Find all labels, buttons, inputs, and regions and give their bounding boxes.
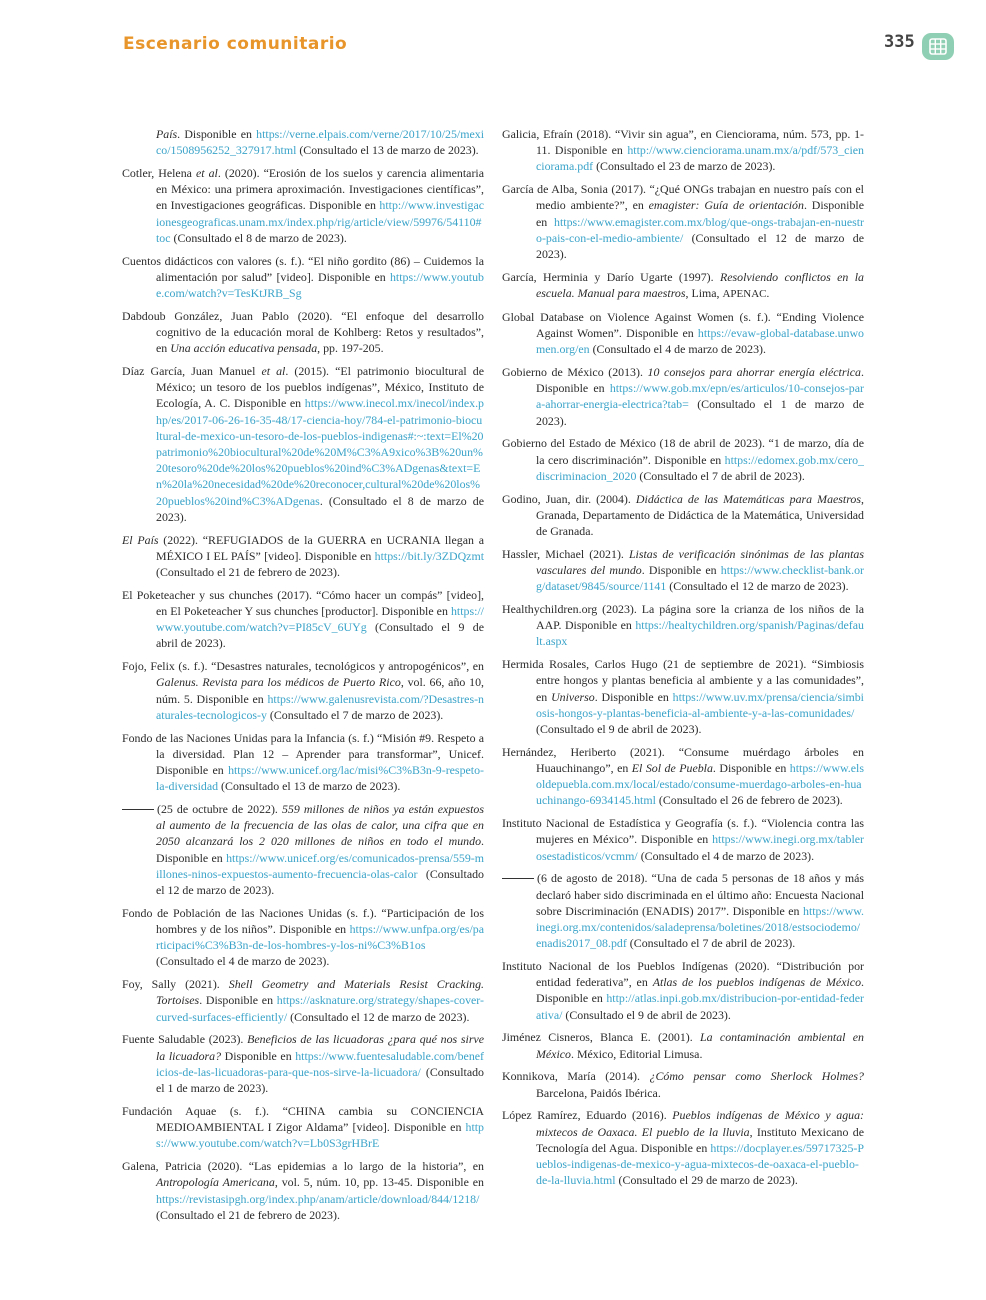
reference-entry	[502, 958, 864, 1023]
reference-entry	[502, 181, 864, 262]
repeat-author-dash	[502, 878, 534, 879]
reference-text: (6 de agosto de 2018). “Una de cada 5 personas de 18 años y más declaró haber sido discriminada en el último año: Encuesta Nacional sobre Discriminación (ENADIS) 2017”. Disponible en	[536, 871, 864, 918]
reference-consulted: (Consultado el 26 de febrero de 2023).	[655, 793, 843, 808]
reference-title: 10 consejos para ahorrar energía eléctrica	[647, 365, 862, 380]
reference-link[interactable]: https://www.checklist-bank.org/dataset/9845/source/1141	[536, 563, 864, 594]
reference-text: , pp. 197-205.	[317, 341, 384, 356]
reference-entry	[122, 165, 484, 246]
reference-link[interactable]: https://www.inegi.org.mx/contenidos/saladeprensa/boletines/2018/estsociodemo/enadis2017_08.pdf	[536, 903, 864, 951]
reference-consulted: (Consultado el 7 de abril de 2023).	[636, 468, 805, 483]
reference-text: Cuentos didácticos con valores (s. f.). “El niño gordito (86) – Cuidemos la alimentación por salud” [video]. Disponible en	[122, 253, 484, 284]
reference-consulted: (Consultado el 4 de marzo de 2023).	[637, 848, 815, 863]
reference-entry	[122, 1103, 484, 1152]
reference-entry	[122, 905, 484, 970]
reference-link[interactable]: https://www.unicef.org/lac/misi%C3%B3n-9-respeto-la-diversidad	[156, 763, 484, 794]
reference-text: (2022). “REFUGIADOS de la GUERRA en UCRANIA llegan a MÉXICO I EL PAÍS” [video]. Disponible en	[156, 532, 484, 563]
reference-title: et al	[195, 166, 218, 180]
repeat-author-dash	[122, 809, 154, 810]
reference-text: Gobierno de México (2013).	[502, 365, 648, 380]
reference-text: Konnikova, María (2014).	[502, 1069, 650, 1084]
reference-entry	[502, 126, 864, 175]
reference-consulted: (Consultado el 7 de marzo de 2023).	[266, 707, 444, 722]
reference-link[interactable]: https://www.galenusrevista.com/?Desastres-naturales-tecnologicos-y	[156, 691, 484, 722]
reference-consulted: (Consultado el 12 de marzo de 2023).	[666, 579, 849, 594]
reference-title: Atlas de los pueblos indígenas de México	[652, 975, 862, 990]
reference-link[interactable]: https://www.unicef.org/es/comunicados-prensa/559-millones-ninos-expuestos-aumento-frecuencia-olas-calor	[156, 850, 484, 881]
reference-text: Fondo de Población de las Naciones Unidas (s. f.). “Participación de los hombres y de los niños”. Disponible en	[122, 905, 484, 937]
reference-entry	[502, 656, 864, 737]
reference-entry	[122, 658, 484, 723]
reference-text: García, Herminia y Darío Ugarte (1997).	[502, 269, 720, 284]
reference-entry	[502, 815, 864, 864]
reference-text: . (2015). “El patrimonio biocultural de México; un tesoro de los pueblos indígenas”, México, Instituto de Ecología, A. C. Disponible en	[156, 364, 484, 411]
reference-entry	[122, 730, 484, 795]
reference-consulted: (Consultado el 9 de abril de 2023).	[562, 1007, 731, 1022]
reference-consulted: (Consultado el 4 de marzo de 2023).	[589, 342, 766, 357]
reference-consulted: (Consultado el 21 de febrero de 2023).	[156, 1207, 340, 1222]
reference-link[interactable]: https://evaw-global-database.unwomen.org/en	[536, 326, 864, 357]
reference-text: Díaz García, Juan Manuel	[122, 364, 262, 379]
reference-text: , vol. 5, núm. 10, pp. 13-45. Disponible en	[274, 1175, 484, 1190]
reference-title: Universo	[551, 689, 595, 704]
reference-text: Godino, Juan, dir. (2004).	[502, 491, 636, 506]
reference-link[interactable]: https://www.unfpa.org/es/participaci%C3%B3n-de-los-hombres-y-los-ni%C3%B1os	[156, 922, 484, 953]
reference-link[interactable]: https://www.emagister.com.mx/blog/que-ongs-trabajan-en-nuestro-pais-con-el-medio-ambiente/	[536, 214, 864, 245]
reference-title: Didáctica de las Matemáticas para Maestros	[635, 491, 861, 506]
reference-link[interactable]: https://healtychildren.org/spanish/Paginas/default.aspx	[536, 618, 864, 649]
reference-link[interactable]: https://www.youtube.com/watch?v=TesKtJRB_Sg	[156, 269, 484, 301]
reference-text: García de Alba, Sonia (2017). “¿Qué ONGs trabajan en nuestro país con el medio ambiente?”, en	[502, 182, 864, 213]
reference-text: Hassler, Michael (2021).	[502, 546, 629, 561]
reference-link[interactable]: https://www.gob.mx/epn/es/articulos/10-consejos-para-ahorrar-energia-electrica?tab=	[536, 381, 864, 412]
reference-link[interactable]: https://www.youtube.com/watch?v=PI85cV_6UYg	[156, 604, 484, 635]
reference-text: López Ramírez, Eduardo (2016).	[502, 1108, 673, 1123]
reference-text: Barcelona, Paidós Ibérica.	[536, 1085, 661, 1100]
reference-link[interactable]: https://asknature.org/strategy/shapes-cover-curved-surfaces-efficiently/	[156, 993, 484, 1024]
reference-consulted: (Consultado el 23 de marzo de 2023).	[593, 159, 776, 174]
reference-consulted: (Consultado el 9 de abril de 2023).	[536, 722, 702, 737]
reference-link[interactable]: https://www.fuentesaludable.com/beneficios-de-las-licuadoras-para-que-nos-sirve-la-licuadora/	[156, 1048, 484, 1079]
reference-text: , Instituto Mexicano de Tecnología del Agua. Disponible en	[536, 1124, 864, 1155]
reference-title: emagister: Guía de orientación	[648, 198, 804, 213]
reference-consulted: (Consultado el 9 de abril de 2023).	[156, 620, 484, 651]
reference-text: . Disponible en	[199, 993, 277, 1008]
reference-text: . México, Editorial Limusa.	[571, 1046, 703, 1061]
reference-title: Listas de verificación sinónimas de las plantas vasculares del mundo	[536, 546, 864, 578]
reference-entry	[122, 1158, 484, 1223]
reference-title: Antropología Americana	[156, 1175, 275, 1190]
reference-title: Resolviendo conflictos en la escuela. Manual para maestros	[536, 269, 864, 301]
reference-consulted: (Consultado el 1 de marzo de 2023).	[536, 397, 864, 428]
reference-text: Global Database on Violence Against Women (s. f.). “Ending Violence Against Women”. Disponible en	[502, 309, 864, 341]
reference-link[interactable]: https://www.elsoldepuebla.com.mx/local/estado/consume-muerdago-arboles-en-huauchinango-6934145.html	[536, 761, 864, 808]
reference-consulted: (Consultado el 7 de abril de 2023).	[626, 936, 796, 951]
reference-text: . (2020). “Erosión de los suelos y carencia alimentaria en México: una primera aproximación. Investigaciones científicas”, en Investigaciones geográficas. Disponible en	[156, 166, 484, 213]
reference-entry	[122, 1031, 484, 1096]
reference-entry	[122, 532, 484, 581]
reference-consulted: (Consultado el 8 de marzo de 2023).	[170, 230, 347, 245]
reference-text: El Poketeacher y sus chunches (2017). “Cómo hacer un compás” [video], en El Poketeacher Y sus chunches [productor]. Disponible en	[122, 587, 484, 619]
reference-title: País	[156, 127, 178, 141]
reference-link[interactable]: http://www.investigacionesgeograficas.unam.mx/index.php/rig/article/view/59976/54110#toc	[156, 198, 484, 245]
reference-consulted: (Consultado el 21 de febrero de 2023).	[156, 565, 340, 580]
reference-entry	[122, 976, 484, 1025]
reference-entry	[122, 253, 484, 302]
reference-text: , Granada, Departamento de Didáctica de la Matemática, Universidad de Granada.	[536, 491, 864, 539]
reference-link[interactable]: https://revistasipgh.org/index.php/anam/article/download/844/1218/	[156, 1191, 480, 1206]
reference-text: . Disponible en	[536, 365, 864, 396]
reference-link[interactable]: http://atlas.inpi.gob.mx/distribucion-por-entidad-federativa/	[536, 991, 864, 1022]
reference-link[interactable]: https://verne.elpais.com/verne/2017/10/25/mexico/1508956252_327917.html	[156, 127, 484, 158]
reference-title: Galenus. Revista para los médicos de Puerto Rico	[156, 675, 401, 690]
reference-entry	[122, 363, 484, 525]
reference-text: Gobierno del Estado de México (18 de abril de 2023). “1 de marzo, día de la cero discriminación”. Disponible en	[502, 436, 864, 467]
reference-entry	[502, 601, 864, 650]
reference-text: , Lima,	[685, 286, 723, 301]
reference-text: . Disponible en	[177, 127, 257, 141]
reference-title: et al	[261, 364, 286, 379]
reference-title: Beneficios de las licuadoras ¿para qué nos sirve la licuadora?	[156, 1032, 484, 1063]
reference-consulted: (Consultado el 13 de marzo de 2023).	[296, 143, 479, 158]
reference-text: Instituto Nacional de los Pueblos Indígenas (2020). “Distribución por entidad federativa”, en	[502, 959, 864, 990]
reference-title: La contaminación ambiental en México	[536, 1030, 864, 1061]
reference-text: Hermida Rosales, Carlos Hugo (21 de septiembre de 2021). “Simbiosis entre hongos y plantas beneficia al ambiente y a las comunidades”, en	[502, 657, 864, 704]
reference-title: ¿Cómo pensar como Sherlock Holmes?	[649, 1069, 865, 1084]
reference-text: Galicia, Efraín (2018). “Vivir sin agua”, en Cienciorama, núm. 573, pp. 1-11. Disponible en	[502, 127, 864, 158]
reference-text: Healthychildren.org (2023). La página sore la crianza de los niños de la AAP. Disponible en	[502, 602, 864, 633]
reference-entry	[502, 309, 864, 358]
reference-text: . Disponible en	[536, 975, 864, 1006]
reference-consulted: (Consultado el 4 de marzo de 2023).	[156, 954, 330, 969]
reference-link[interactable]: https://www.uv.mx/prensa/ciencia/simbiosis-hongos-y-plantas-beneficia-al-ambiente-y-a-las-comunidades/	[536, 689, 864, 720]
reference-entry	[502, 364, 864, 429]
book-grid-icon	[922, 33, 954, 60]
reference-text: Jiménez Cisneros, Blanca E. (2001).	[502, 1030, 701, 1045]
reference-consulted: . (Consultado el 8 de marzo de 2023).	[156, 493, 484, 524]
reference-entry	[502, 491, 864, 540]
reference-text: Cotler, Helena	[122, 166, 196, 180]
reference-text: . Disponible en	[156, 834, 484, 865]
reference-entry	[122, 126, 484, 158]
page-number: 335	[884, 32, 915, 52]
reference-text: Fondo de las Naciones Unidas para la Infancia (s. f.) “Misión #9. Respeto a la diversidad. Plan 12 – Aprender para transformar”, Unicef. Disponible en	[122, 730, 484, 778]
reference-publisher: APENAC.	[722, 288, 770, 301]
reference-link[interactable]: https://bit.ly/3ZDQzmt	[374, 548, 484, 563]
reference-consulted: (Consultado el 12 de marzo de 2023).	[536, 230, 864, 262]
reference-link[interactable]: https://edomex.gob.mx/cero_discriminacion_2020	[536, 452, 864, 483]
reference-entry	[122, 587, 484, 652]
reference-text: . Disponible en	[536, 198, 864, 229]
reference-title: El Sol de Puebla	[631, 761, 713, 776]
references-right-column	[502, 126, 864, 1195]
reference-title: 559 millones de niños ya están expuestos al aumento de la frecuencia de las olas de calor, una cifra que en 2050 alcanzará los 2 020 millones de niños en todo el mundo	[156, 802, 484, 849]
reference-text: Dabdoub González, Juan Pablo (2020). “El enfoque del desarrollo cognitivo de la educación moral de Kohlberg: Retos y resultados”, en	[122, 308, 484, 356]
reference-link[interactable]: https://docplayer.es/59717325-Pueblos-indigenas-de-mexico-y-agua-mixtecos-de-oaxaca-el-pueblo-de-la-lluvia.html	[536, 1140, 864, 1188]
reference-text: Galena, Patricia (2020). “Las epidemias a lo largo de la historia”, en	[122, 1159, 484, 1174]
reference-entry	[122, 801, 484, 898]
reference-entry	[502, 269, 864, 302]
reference-link[interactable]: http://www.cienciorama.unam.mx/a/pdf/573_cienciorama.pdf	[536, 143, 864, 174]
reference-consulted: (Consultado el 29 de marzo de 2023).	[615, 1173, 798, 1188]
reference-entry	[502, 870, 864, 951]
reference-link[interactable]: https://www.youtube.com/watch?v=Lb0S3grHBrE	[156, 1120, 484, 1151]
reference-title: Shell Geometry and Materials Resist Cracking. Tortoises	[156, 977, 484, 1008]
reference-title: Una acción educativa pensada	[170, 341, 318, 356]
reference-entry	[502, 1029, 864, 1061]
reference-link[interactable]: https://www.inegi.org.mx/tablerosestadisticos/vcmm/	[536, 832, 864, 863]
reference-title: El País	[122, 532, 159, 547]
reference-text: Disponible en	[221, 1048, 296, 1063]
reference-text: , vol. 66, año 10, núm. 5. Disponible en	[156, 675, 484, 706]
reference-entry	[502, 744, 864, 809]
reference-entry	[122, 308, 484, 357]
reference-text: (25 de octubre de 2022).	[157, 802, 282, 817]
reference-text: Fundación Aquae (s. f.). “CHINA cambia su CONCIENCIA MEDIOAMBIENTAL I Zigor Aldama” [video]. Disponible en	[122, 1103, 484, 1135]
reference-entry	[502, 1107, 864, 1188]
references-left-column	[122, 126, 484, 1230]
reference-text: . Disponible en	[594, 689, 673, 704]
reference-text: . Disponible en	[641, 563, 721, 578]
reference-entry	[502, 546, 864, 595]
reference-text: Hernández, Heriberto (2021). “Consume muérdago árboles en Huauchinango”, en	[502, 744, 864, 776]
reference-entry	[502, 1068, 864, 1100]
reference-text: Fojo, Felix (s. f.). “Desastres naturales, tecnológicos y antropogénicos”, en	[122, 659, 484, 674]
reference-text: Instituto Nacional de Estadística y Geografía (s. f.). “Violencia contra las mujeres en México”. Disponible en	[502, 816, 864, 847]
section-title: Escenario comunitario	[123, 34, 348, 54]
reference-consulted: (Consultado el 12 de marzo de 2023).	[287, 1009, 470, 1024]
reference-title: Pueblos indígenas de México y agua: mixtecos de Oaxaca. El pueblo de la lluvia	[536, 1108, 865, 1139]
reference-link[interactable]: https://www.inecol.mx/inecol/index.php/es/2017-06-26-16-35-48/17-ciencia-hoy/784-el-patrimonio-biocultural-de-mexico-un-tesoro-de-los-pueblos-indigenas#:~:text=El%20patrimonio%20biocultural%20de%20M%C3%A9xico%3B%20un%20tesoro%20de%20los%20pueblos%20ind%C3%ADgenas&text=En%20la%20necesidad%20de%20reconocer,cultural%20de%20los%20pueblos%20ind%C3%ADgenas	[156, 396, 484, 508]
reference-text: Foy, Sally (2021).	[122, 977, 229, 992]
reference-text: Fuente Saludable (2023).	[122, 1032, 248, 1047]
reference-consulted: (Consultado el 1 de marzo de 2023).	[156, 1064, 484, 1096]
reference-consulted: (Consultado el 13 de marzo de 2023).	[218, 779, 401, 794]
reference-entry	[502, 435, 864, 484]
reference-text: . Disponible en	[712, 761, 790, 776]
reference-consulted: (Consultado el 12 de marzo de 2023).	[156, 866, 484, 898]
